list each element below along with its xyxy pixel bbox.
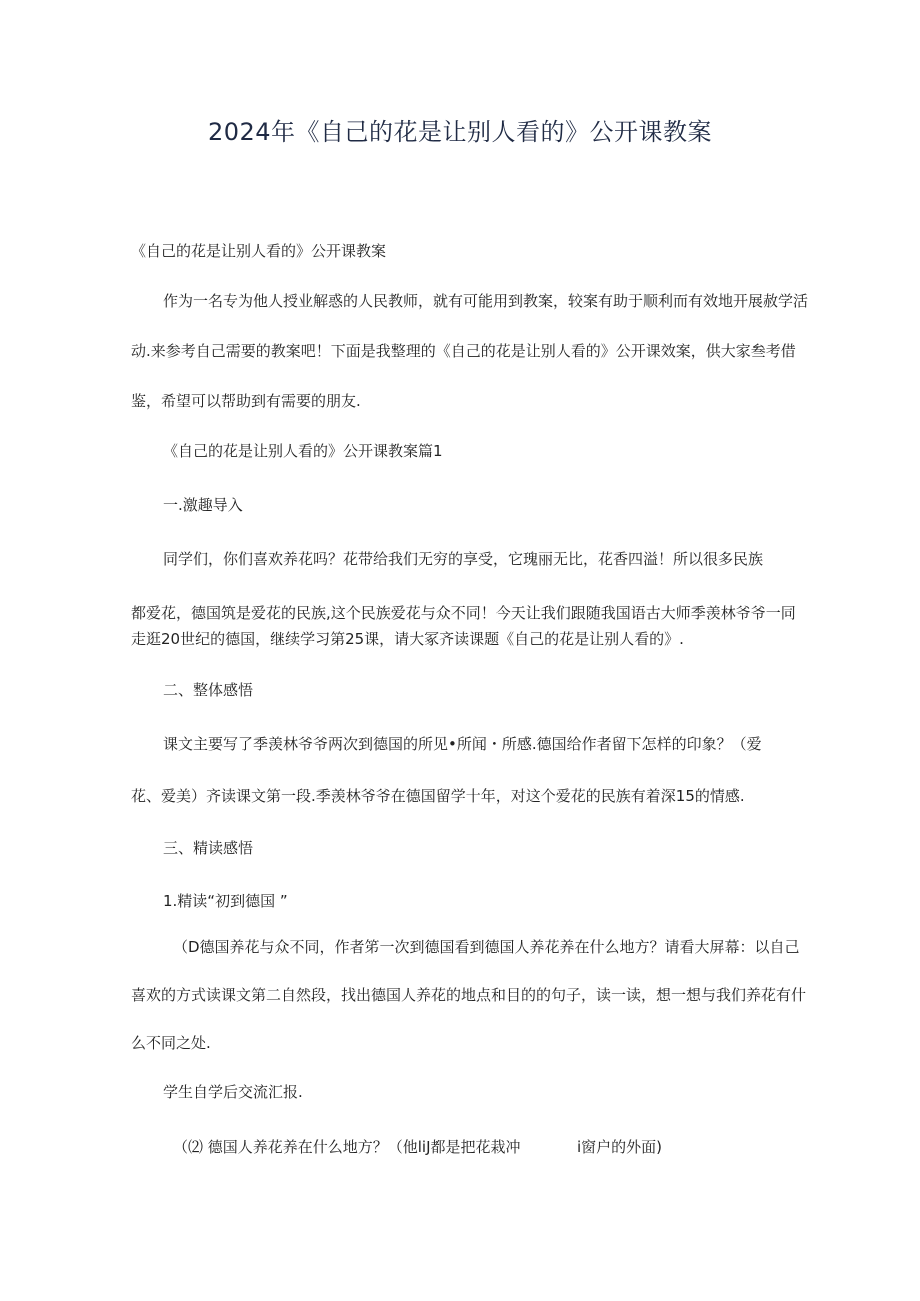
document-title: 2024年《自己的花是让别人看的》公开课教案 bbox=[207, 118, 713, 146]
part3-q2-left: （⑵ 德国人养花养在什么地方？（他liJ都是把花栽冲 bbox=[173, 1138, 521, 1156]
part3-note: 学生自学后交流汇报. bbox=[163, 1083, 303, 1101]
part2-line-1: 课文主要写了季羡林爷爷两次到德国的所见•所闻・所感.德国给作者留下怎样的印象？（爱 bbox=[163, 735, 762, 753]
section-title: 《自己的花是让别人看的》公开课教案篇1 bbox=[163, 442, 443, 460]
part2-line-2: 花、爱美）齐读课文第一段.季羡林爷爷在德国留学十年，对这个爱花的民族有着深15的情感. bbox=[131, 787, 745, 805]
part3-q1-line-2: 喜欢的方式读课文第二自然段，找出德国人养花的地点和目的的句子，读一读，想一想与我们养花有什 bbox=[131, 986, 807, 1004]
part1-heading: 一.激趣导入 bbox=[163, 496, 243, 514]
part3-q2-right: i窗户的外面) bbox=[577, 1138, 663, 1156]
part3-heading: 三、精读感悟 bbox=[163, 839, 254, 857]
part1-line-2: 都爱花，德国筑是爱花的民族,这个民族爱花与众不同！今天让我们跟随我国语古大师季羡林爷爷一同 bbox=[131, 604, 796, 622]
part1-line-3: 走逛20世纪的德国，继续学习第25课，请大冢齐读课题《自己的花是让别人看的》. bbox=[131, 630, 684, 648]
subtitle: 《自己的花是让别人看的》公开课教案 bbox=[131, 242, 387, 260]
part3-q1-line-1: （D德国养花与众不同，作者笫一次到德国看到德国人养花养在什么地方？请看大屏幕：以自己 bbox=[173, 938, 800, 956]
part3-q1-line-3: 么不同之处. bbox=[131, 1034, 211, 1052]
part1-line-1: 同学们，你们喜欢养花吗？花带给我们无穷的享受，它瑰丽无比，花香四溢！所以很多民族 bbox=[163, 550, 764, 568]
part3-sub-1: 1.精读“初到德国 ” bbox=[163, 892, 288, 910]
part2-heading: 二、整体感悟 bbox=[163, 681, 254, 699]
intro-line-1: 作为一名专为他人授业解惑的人民教师，就有可能用到教案，较案有助于顺利而有效地开展赦学活 bbox=[163, 292, 809, 310]
intro-line-2: 动.来参考自己需要的教案吧！下面是我整理的《自己的花是让别人看的》公开课效案，供大家叁考借 bbox=[131, 342, 796, 360]
intro-line-3: 鉴，希望可以帮助到有需要的朋友. bbox=[131, 392, 361, 410]
